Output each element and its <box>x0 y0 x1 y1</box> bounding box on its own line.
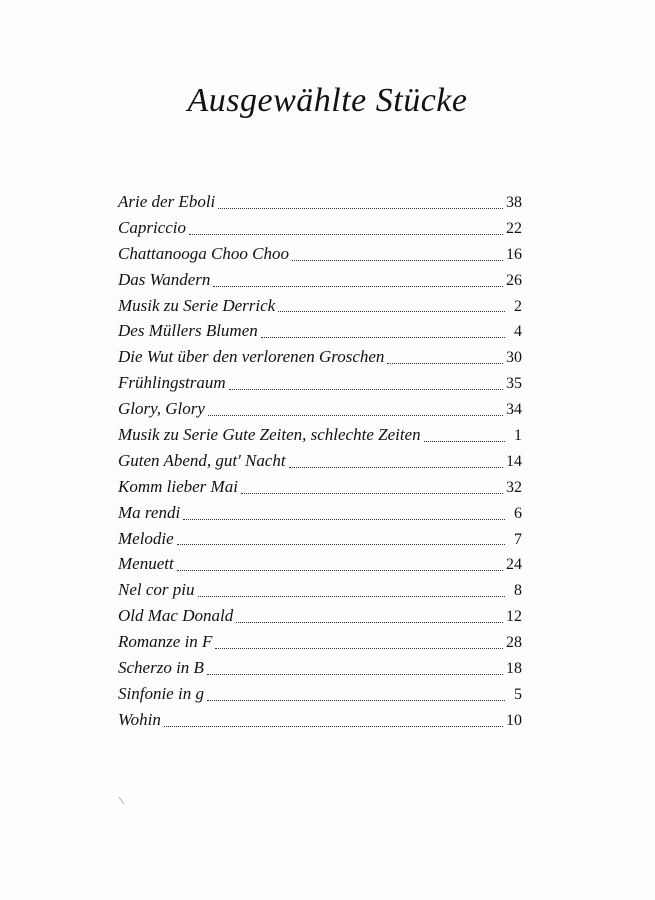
toc-entry-title: Arie der Eboli <box>118 192 216 211</box>
toc-entry-page: 16 <box>506 245 522 263</box>
toc-entry-page: 34 <box>506 401 522 419</box>
toc-leader-dots <box>424 441 505 442</box>
toc-entry-page: 5 <box>514 685 522 703</box>
toc-leader-dots <box>241 493 503 494</box>
toc-entry <box>118 192 522 218</box>
toc-entry-title: Frühlingstraum <box>118 373 226 393</box>
toc-entry <box>118 321 522 347</box>
toc-leader-dots <box>289 467 503 468</box>
toc-leader-dots <box>177 544 505 545</box>
toc-leader-dots <box>207 700 505 701</box>
toc-entry-page: 4 <box>514 323 522 341</box>
toc-leader-dots <box>229 389 503 390</box>
toc-entry <box>118 296 522 322</box>
toc-entry <box>118 580 522 606</box>
toc-entry-title: Des Müllers Blumen <box>118 321 258 341</box>
toc-leader-dots <box>183 519 505 520</box>
toc-entry-title: Guten Abend, gut' Nacht <box>118 450 286 470</box>
toc-entry-page: 10 <box>506 711 522 729</box>
toc-entry-title: Old Mac Donald <box>118 606 234 626</box>
toc-entry-page: 26 <box>506 271 522 289</box>
toc-entry-title: Musik zu Serie Derrick <box>118 295 276 315</box>
toc-leader-dots <box>387 363 503 364</box>
toc-entry <box>118 451 522 477</box>
toc-entry <box>118 425 522 451</box>
toc-leader-dots <box>236 622 503 623</box>
toc-leader-dots <box>208 415 503 416</box>
toc-leader-dots <box>215 648 503 649</box>
toc-leader-dots <box>177 570 503 571</box>
toc-entry <box>118 244 522 270</box>
toc-entry-page: 32 <box>506 478 522 496</box>
toc-entry-page: 7 <box>514 530 522 548</box>
toc-leader-dots <box>189 234 503 235</box>
toc-entry-page: 18 <box>506 660 522 678</box>
toc-entry-title: Musik zu Serie Gute Zeiten, schlechte Zeiten <box>118 425 421 445</box>
toc-entry-page: 1 <box>514 427 522 445</box>
toc-entry-title: Ma rendi <box>118 502 181 522</box>
table-of-contents <box>118 192 522 736</box>
toc-entry-page: 2 <box>514 297 522 315</box>
toc-entry-page: 24 <box>506 556 522 574</box>
toc-entry <box>118 477 522 503</box>
toc-entry-title: Sinfonie in g <box>118 683 204 703</box>
toc-entry <box>118 529 522 555</box>
toc-entry-title: Nel cor piu <box>118 580 195 600</box>
toc-entry <box>118 503 522 529</box>
toc-entry-page: 28 <box>506 634 522 652</box>
toc-entry-title: Das Wandern <box>118 269 211 289</box>
toc-entry-title: Glory, Glory <box>118 399 205 419</box>
toc-entry-page: 6 <box>514 504 522 522</box>
page-title: Ausgewählte Stücke <box>187 82 468 119</box>
toc-entry-title: Chattanooga Choo Choo <box>118 243 289 263</box>
toc-leader-dots <box>261 337 505 338</box>
toc-entry <box>118 373 522 399</box>
toc-entry-title: Die Wut über den verlorenen Groschen <box>118 347 385 367</box>
toc-entry <box>118 270 522 296</box>
toc-entry-title: Capriccio <box>118 217 186 237</box>
toc-entry-page: 8 <box>514 582 522 600</box>
toc-leader-dots <box>213 286 503 287</box>
toc-leader-dots <box>198 596 506 597</box>
toc-entry-page: 30 <box>506 349 522 367</box>
scan-speck <box>119 797 125 805</box>
toc-leader-dots <box>164 726 503 727</box>
toc-leader-dots <box>278 311 505 312</box>
toc-leader-dots <box>207 674 503 675</box>
toc-entry <box>118 606 522 632</box>
toc-entry <box>118 347 522 373</box>
toc-entry-page: 38 <box>506 194 522 211</box>
toc-entry-page: 14 <box>506 452 522 470</box>
toc-leader-dots <box>292 260 503 261</box>
toc-entry <box>118 684 522 710</box>
toc-leader-dots <box>218 208 503 209</box>
toc-entry <box>118 399 522 425</box>
toc-entry-title: Romanze in F <box>118 632 213 652</box>
toc-entry <box>118 632 522 658</box>
toc-entry-title: Wohin <box>118 709 161 729</box>
toc-entry-page: 12 <box>506 608 522 626</box>
toc-entry <box>118 710 522 736</box>
toc-entry-title: Melodie <box>118 528 174 548</box>
toc-entry-page: 35 <box>506 375 522 393</box>
toc-entry <box>118 554 522 580</box>
toc-entry-title: Menuett <box>118 554 174 574</box>
toc-entry-title: Scherzo in B <box>118 658 204 678</box>
toc-entry <box>118 658 522 684</box>
toc-entry-title: Komm lieber Mai <box>118 476 238 496</box>
toc-entry-page: 22 <box>506 219 522 237</box>
toc-entry <box>118 218 522 244</box>
